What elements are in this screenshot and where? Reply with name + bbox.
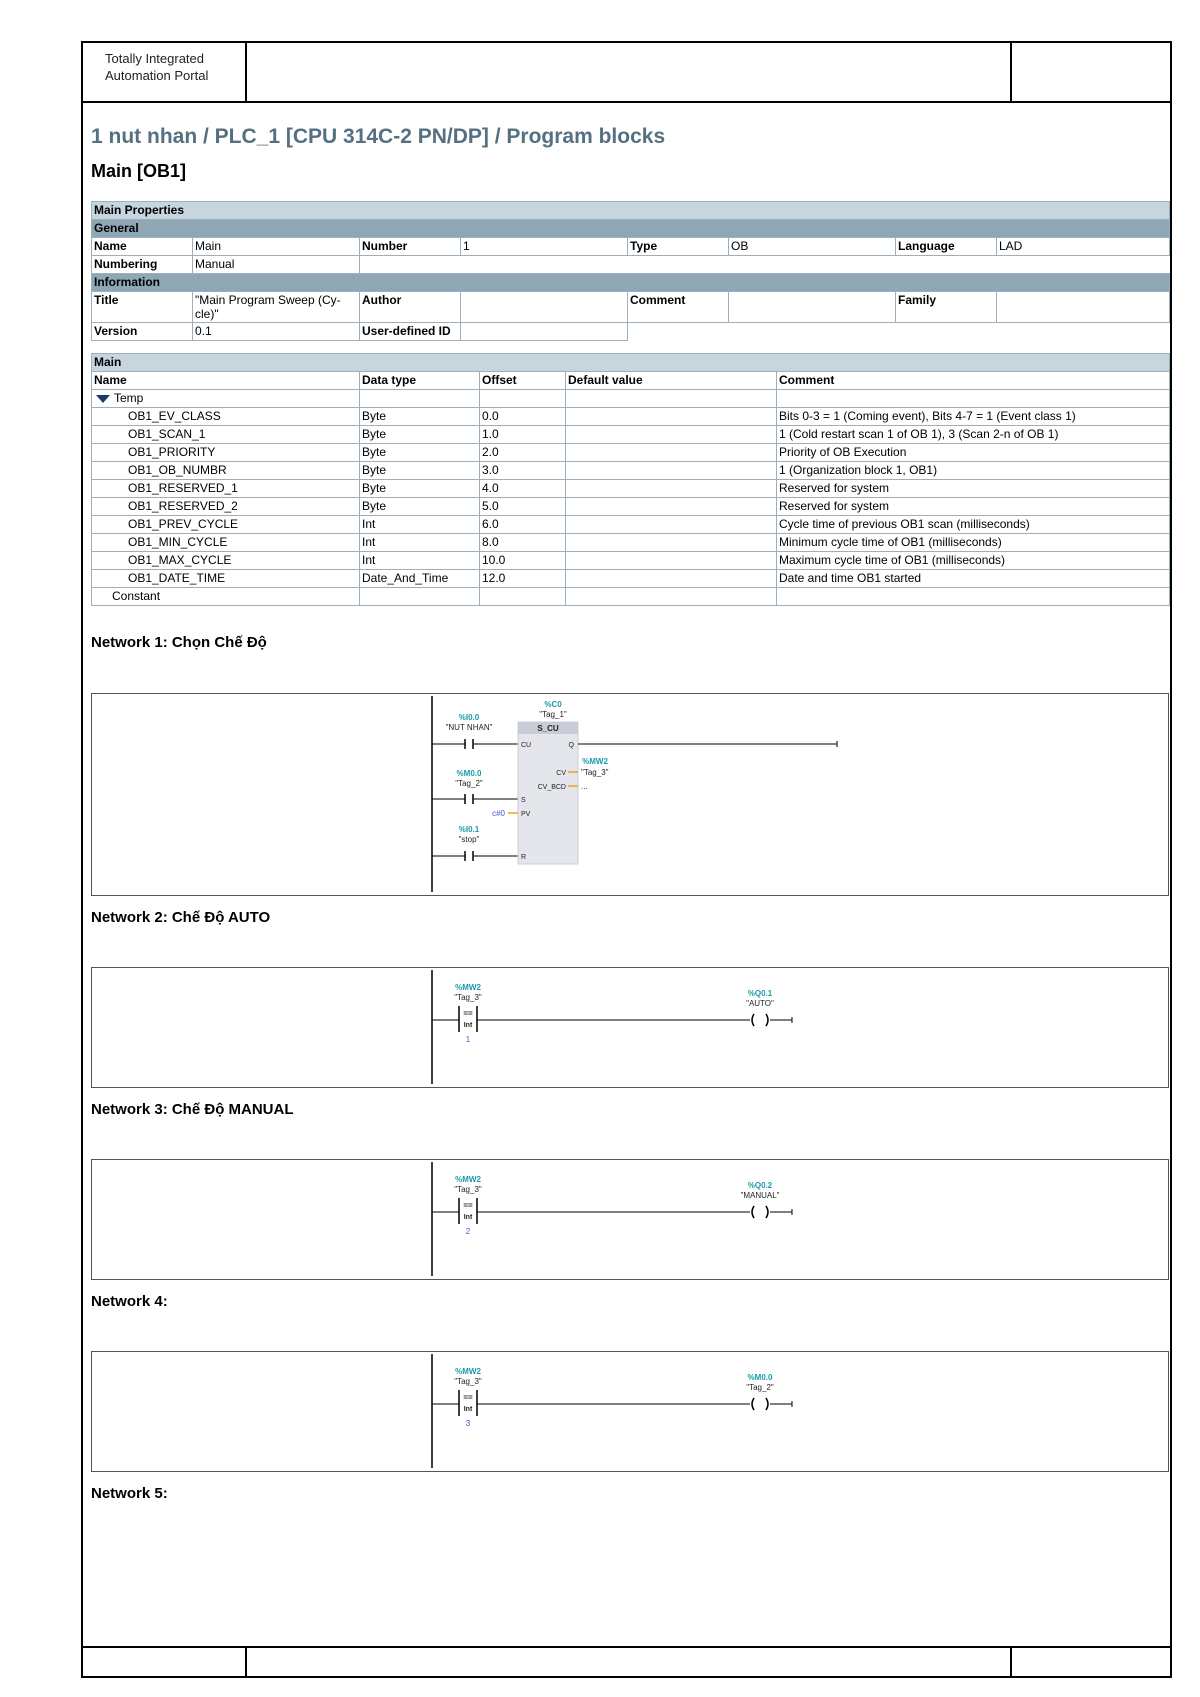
column-header: Name [92,372,360,390]
table-cell-name: OB1_SCAN_1 [92,426,360,444]
cv-address: %MW2 [582,757,608,766]
table-cell-offset: 0.0 [480,408,566,426]
coil-address: %Q0.2 [747,1181,773,1190]
table-cell-offset: 8.0 [480,534,566,552]
table-row [92,552,1170,570]
table-cell-comment: Cycle time of previous OB1 scan (milliseconds) [777,516,1170,534]
app-name-line1: Totally Integrated [105,51,205,66]
temp-label: Temp [114,391,144,405]
compare-address: %MW2 [455,983,481,992]
table-cell-default [566,534,777,552]
interface-section-row: Main [92,354,1170,372]
table-cell-comment: Maximum cycle time of OB1 (milliseconds) [777,552,1170,570]
table-cell-offset: 1.0 [480,426,566,444]
table-cell-name: OB1_RESERVED_2 [92,498,360,516]
compare-operator: == [463,1201,473,1210]
table-cell-default [566,480,777,498]
cu-address: %I0.0 [458,713,480,722]
compare-address: %MW2 [455,1175,481,1184]
table-row [92,408,1170,426]
coil-address: %Q0.1 [747,989,773,998]
pin-r: R [521,854,527,861]
table-cell-type: Byte [360,426,480,444]
table-cell-name: OB1_PREV_CYCLE [92,516,360,534]
compare-operator: == [463,1393,473,1402]
pin-pv: PV [521,811,531,818]
table-cell-default [566,498,777,516]
network-1-diagram [92,694,1168,895]
table-cell-comment: Reserved for system [777,480,1170,498]
table-cell-offset: 3.0 [480,462,566,480]
coil-right-arc [766,1398,768,1410]
breadcrumb: 1 nut nhan / PLC_1 [CPU 314C-2 PN/DP] / Program blocks [91,125,666,148]
network-4-box [91,1351,1169,1472]
pin-s: S [521,797,526,804]
network-3-title: Network 3: Chế Độ MANUAL [91,1101,294,1118]
table-row [92,462,1170,480]
information-section-row: Information [92,274,1170,292]
counter-symbol: "Tag_1" [539,710,567,719]
temp-row [92,390,1170,408]
s-symbol: "Tag_2" [455,779,483,788]
compare-constant: 2 [465,1227,471,1236]
coil-left-arc [752,1398,754,1410]
network-1-title: Network 1: Chọn Chế Độ [91,634,267,651]
network-3-box [91,1159,1169,1280]
table-cell-comment: Priority of OB Execution [777,444,1170,462]
table-cell-type: Byte [360,444,480,462]
compare-type: Int [463,1406,473,1413]
table-row [92,570,1170,588]
network-2-box [91,967,1169,1088]
compare-address: %MW2 [455,1367,481,1376]
compare-operator: == [463,1009,473,1018]
coil-right-arc [766,1206,768,1218]
footer-left-cell [83,1648,247,1676]
compare-type: Int [463,1022,473,1029]
constant-row: Constant [92,588,1170,606]
table-cell-type: Byte [360,462,480,480]
table-cell-type: Int [360,552,480,570]
pin-q: Q [568,742,574,749]
cu-symbol: "NUT NHAN" [445,723,493,732]
cv-symbol: "Tag_3" [581,768,609,777]
page-title: Main [OB1] [91,161,187,181]
properties-table [91,201,1170,341]
table-cell-name: OB1_PRIORITY [92,444,360,462]
table-cell-default [566,552,777,570]
properties-section-row: Main Properties [92,202,1170,220]
table-row [92,480,1170,498]
table-cell-comment: Date and time OB1 started [777,570,1170,588]
column-header: Data type [360,372,480,390]
pin-cu: CU [521,742,532,749]
coil-symbol: "MANUAL" [740,1191,780,1200]
network-1-box [91,693,1169,896]
table-cell-default [566,570,777,588]
coil-address: %M0.0 [747,1373,773,1382]
table-cell-offset: 4.0 [480,480,566,498]
information-row: Title "Main Program Sweep (Cy- cle)" Author Comment Family [92,292,1170,323]
table-cell-default [566,516,777,534]
coil-symbol: "Tag_2" [746,1383,774,1392]
counter-address: %C0 [544,700,562,709]
table-cell-type: Int [360,534,480,552]
coil-left-arc [752,1206,754,1218]
general-section-row: General [92,220,1170,238]
counter-type: S_CU [537,724,559,733]
coil-left-arc [752,1014,754,1026]
general-row: Name Main Number 1 Type OB Language LAD [92,238,1170,256]
table-cell-name: OB1_MAX_CYCLE [92,552,360,570]
table-cell-comment: Bits 0-3 = 1 (Coming event), Bits 4-7 = 1 (Event class 1) [777,408,1170,426]
table-row [92,534,1170,552]
table-cell-offset: 12.0 [480,570,566,588]
footer-right-cell [1010,1648,1172,1676]
table-cell-type: Byte [360,498,480,516]
header-right-cell [1010,43,1174,101]
cv-bcd-operand: ... [581,782,588,791]
table-row [92,426,1170,444]
compare-constant: 1 [465,1035,471,1044]
network-2-title: Network 2: Chế Độ AUTO [91,909,271,926]
table-cell-default [566,462,777,480]
expand-triangle-icon[interactable] [96,395,110,403]
table-cell-default [566,444,777,462]
header-middle-cell [247,43,1010,101]
app-name [83,43,247,101]
document-page [81,41,1172,1678]
page-footer [83,1646,1170,1676]
table-cell-name: OB1_RESERVED_1 [92,480,360,498]
coil-symbol: "AUTO" [746,999,774,1008]
table-cell-offset: 5.0 [480,498,566,516]
table-cell-name: OB1_MIN_CYCLE [92,534,360,552]
table-cell-name: OB1_EV_CLASS [92,408,360,426]
app-name-line2: Automation Portal [105,68,209,83]
table-cell-default [566,426,777,444]
compare-constant: 3 [465,1419,471,1428]
table-cell-comment: Minimum cycle time of OB1 (milliseconds) [777,534,1170,552]
table-cell-name: OB1_DATE_TIME [92,570,360,588]
table-row [92,498,1170,516]
table-cell-name: OB1_OB_NUMBR [92,462,360,480]
table-row [92,444,1170,462]
table-cell-type: Date_And_Time [360,570,480,588]
table-cell-default [566,408,777,426]
pin-cv-bcd: CV_BCD [537,784,566,791]
network-4-diagram [92,1352,1168,1471]
table-row [92,516,1170,534]
column-header: Offset [480,372,566,390]
page-header [83,43,1170,103]
column-header: Comment [777,372,1170,390]
table-cell-offset: 2.0 [480,444,566,462]
table-cell-comment: Reserved for system [777,498,1170,516]
interface-header-row [92,372,1170,390]
compare-symbol: "Tag_3" [454,1377,482,1386]
network-5-title: Network 5: [91,1485,168,1502]
table-cell-type: Byte [360,480,480,498]
r-address: %I0.1 [458,825,480,834]
compare-symbol: "Tag_3" [454,1185,482,1194]
column-header: Default value [566,372,777,390]
numbering-row: Numbering Manual [92,256,1170,274]
pv-constant: c#0 [492,809,505,818]
interface-table [91,353,1170,606]
s-address: %M0.0 [456,769,482,778]
compare-symbol: "Tag_3" [454,993,482,1002]
table-cell-comment: 1 (Cold restart scan 1 of OB 1), 3 (Scan 2-n of OB 1) [777,426,1170,444]
table-cell-offset: 10.0 [480,552,566,570]
network-2-diagram [92,968,1168,1087]
pin-cv: CV [556,770,566,777]
coil-right-arc [766,1014,768,1026]
table-cell-offset: 6.0 [480,516,566,534]
network-4-title: Network 4: [91,1293,168,1310]
r-symbol: "stop" [458,835,480,844]
network-3-diagram [92,1160,1168,1279]
table-cell-type: Int [360,516,480,534]
version-row: Version 0.1 User-defined ID [92,323,1170,341]
compare-type: Int [463,1214,473,1221]
table-cell-comment: 1 (Organization block 1, OB1) [777,462,1170,480]
table-cell-type: Byte [360,408,480,426]
